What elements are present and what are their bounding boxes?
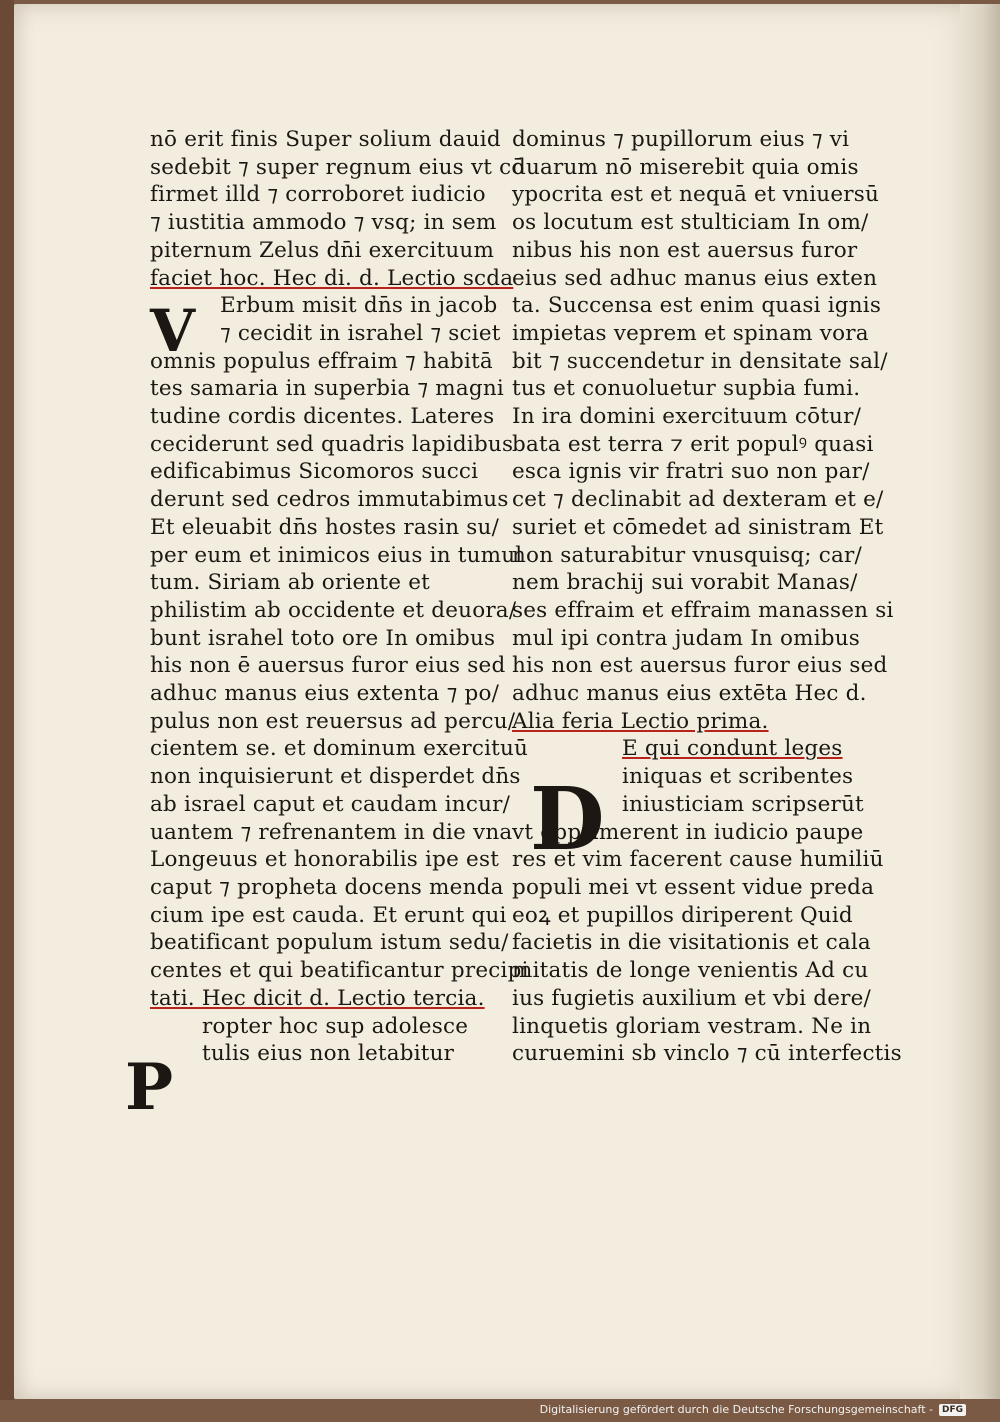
text-line: In ira domini exercituum cōtur/ [512, 404, 862, 430]
initial-letter-v: V [150, 297, 196, 365]
footer-text: Digitalisierung gefördert durch die Deutsche Forschungsgemeinschaft - [539, 1403, 933, 1416]
left-text-column [150, 126, 529, 1068]
text-line: mul ipi contra judam In omibus [512, 625, 861, 651]
text-line: adhuc manus eius extēta Hec d. [512, 681, 867, 707]
text-line: duarum nō miserebit quia omis [512, 154, 859, 180]
text-line: edificabimus Sicomoros succi [150, 459, 479, 485]
text-line: populi mei vt essent vidue preda [512, 874, 875, 900]
text-line: iniusticiam scripserūt [622, 791, 864, 817]
text-line: tudine cordis dicentes. Lateres [150, 404, 495, 430]
digitization-footer [540, 1403, 966, 1416]
text-line: tes samaria in superbia ⁊ magni [150, 376, 505, 402]
text-line: res et vim facerent cause humiliū [512, 847, 884, 873]
text-line: vt opprimerent in iudicio paupe [512, 819, 864, 845]
page-gutter [960, 4, 1000, 1399]
text-line: cium ipe est cauda. Et erunt qui [150, 902, 507, 928]
text-line: Alia feria Lectio prima. [512, 708, 769, 734]
text-line: linquetis gloriam vestram. Ne in [512, 1013, 872, 1039]
text-line: suriet et cōmedet ad sinistram Et [512, 514, 884, 540]
text-line: ⁊ iustitia ammodo ⁊ vsq; in sem [150, 210, 497, 236]
text-line: uantem ⁊ refrenantem in die vna [150, 819, 513, 845]
text-line: tus et conuoluetur supbia fumi. [512, 376, 861, 402]
text-line: nō erit finis Super solium dauid [150, 127, 501, 152]
text-line: centes et qui beatificantur precipi [150, 958, 529, 984]
text-line: Erbum misit dn̄s in jacob [220, 293, 498, 319]
text-line: Et eleuabit dn̄s hostes rasin su/ [150, 514, 500, 540]
text-line: E qui condunt leges [622, 736, 843, 762]
text-line: omnis populus effraim ⁊ habitā [150, 348, 493, 374]
text-line: ta. Succensa est enim quasi ignis [512, 293, 882, 319]
dfg-logo: DFG [939, 1404, 966, 1416]
text-line: piternum Zelus dn̄i exercituum [150, 237, 495, 263]
text-line: os locutum est stulticiam In om/ [512, 210, 869, 236]
text-line: bata est terra ⁊ erit populꝰ quasi [512, 431, 874, 457]
text-line: pulus non est reuersus ad percu/ [150, 708, 516, 734]
text-line: ab israel caput et caudam incur/ [150, 791, 511, 817]
text-line: mitatis de longe venientis Ad cu [512, 958, 869, 984]
text-line: firmet illd ⁊ corroboret iudicio [150, 182, 486, 208]
text-line: facietis in die visitationis et cala [512, 930, 871, 956]
text-line: ceciderunt sed quadris lapidibus [150, 431, 514, 457]
text-line: ius fugietis auxilium et vbi dere/ [512, 985, 871, 1011]
text-line: Longeuus et honorabilis ipe est [150, 847, 500, 873]
text-line: beatificant populum istum sedu/ [150, 930, 509, 956]
text-line: esca ignis vir fratri suo non par/ [512, 459, 870, 485]
text-line: curuemini sb vinclo ⁊ cū interfectis [512, 1041, 902, 1067]
text-line: non saturabitur vnusquisq; car/ [512, 542, 862, 568]
right-text-column [512, 126, 902, 1068]
text-line: impietas veprem et spinam vora [512, 320, 869, 346]
text-line: eoꝝ et pupillos diriperent Quid [512, 902, 853, 928]
text-line: nibus his non est auersus furor [512, 237, 858, 263]
text-line: tati. Hec dicit d. Lectio tercia. [150, 985, 485, 1011]
text-line: nem brachij sui vorabit Manas/ [512, 570, 858, 596]
text-line: sedebit ⁊ super regnum eius vt cō [150, 154, 525, 180]
text-line: bunt israhel toto ore In omibus [150, 625, 496, 651]
text-line: tulis eius non letabitur [202, 1041, 455, 1067]
text-line: ropter hoc sup adolesce [202, 1013, 469, 1039]
text-line: cet ⁊ declinabit ad dexteram et e/ [512, 487, 884, 513]
text-line: tum. Siriam ab oriente et [150, 570, 430, 596]
cover-edge [0, 0, 14, 1400]
initial-letter-d: D [530, 769, 605, 870]
text-line: non inquisierunt et disperdet dn̄s [150, 764, 521, 790]
text-line: faciet hoc. Hec di. d. Lectio scda [150, 265, 514, 291]
text-line: philistim ab occidente et deuora/ [150, 597, 517, 623]
text-line: adhuc manus eius extenta ⁊ po/ [150, 681, 500, 707]
text-line: his non est auersus furor eius sed [512, 653, 888, 679]
text-line: derunt sed cedros immutabimus [150, 487, 509, 513]
text-line: ⁊ cecidit in israhel ⁊ sciet [220, 320, 501, 346]
text-line: per eum et inimicos eius in tumul [150, 542, 523, 568]
text-line: eius sed adhuc manus eius exten [512, 265, 878, 291]
text-line: ses effraim et effraim manassen si [512, 597, 894, 623]
text-line: bit ⁊ succendetur in densitate sal/ [512, 348, 888, 374]
text-line: cientem se. et dominum exercituū [150, 736, 529, 762]
text-line: caput ⁊ propheta docens menda [150, 874, 504, 900]
text-line: dominus ⁊ pupillorum eius ⁊ vi [512, 127, 850, 152]
initial-letter-p: P [125, 1050, 174, 1125]
text-line: ypocrita est et nequā et vniuersū [512, 182, 879, 208]
text-line: iniquas et scribentes [622, 764, 854, 790]
text-line: his non ē auersus furor eius sed [150, 653, 506, 679]
